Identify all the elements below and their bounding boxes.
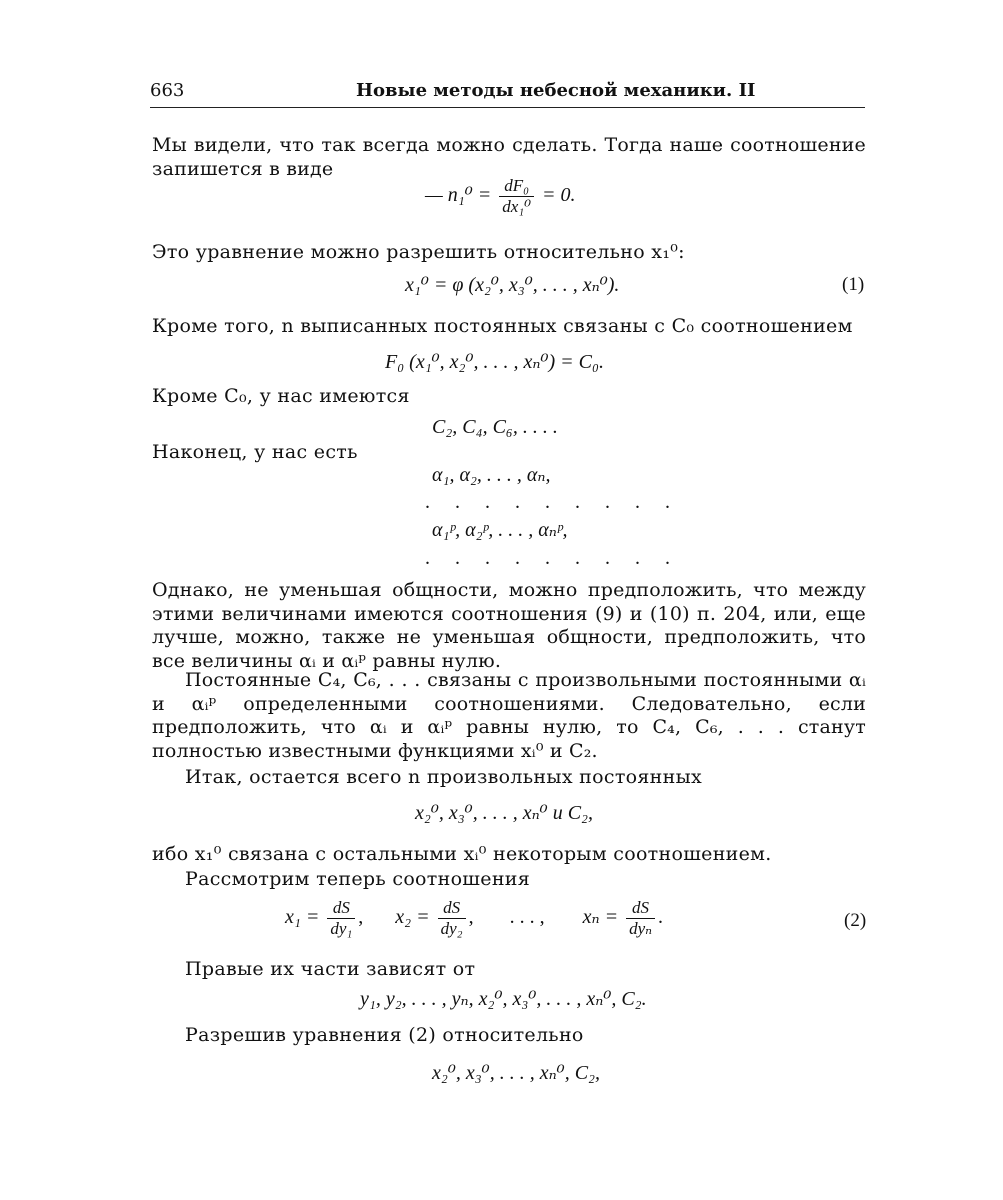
equation-dF0-numerator: dF₀ bbox=[499, 176, 534, 197]
alpha-row-2: α₁ᵖ, α₂ᵖ, . . . , αₙᵖ, bbox=[432, 519, 568, 541]
paragraph-9: ибо x₁⁰ связана с остальными xᵢ⁰ некоторым соотношением. bbox=[152, 843, 772, 865]
equation-dependencies: y₁, y₂, . . . , yₙ, x₂⁰, x₃⁰, . . . , xₙ⁰, C₂. bbox=[360, 988, 647, 1010]
equation-1: x₁⁰ = φ (x₂⁰, x₃⁰, . . . , xₙ⁰). bbox=[405, 274, 620, 296]
paragraph-1: Мы видели, что так всегда можно сделать. Тогда наше соотношение запишется в виде bbox=[152, 134, 866, 180]
paragraph-6: Однако, не уменьшая общности, можно предположить, что между этими величинами имеются соотношения (9) и (10) п. 204, или, еще лучше, можно, также не уменьшая общности, предположить, что все величины αᵢ и αᵢᵖ равны нулю. bbox=[152, 579, 866, 672]
equation-F0: F₀ (x₁⁰, x₂⁰, . . . , xₙ⁰) = C₀. bbox=[385, 351, 604, 373]
running-title: Новые методы небесной механики. II bbox=[356, 80, 756, 101]
alpha-row-1: α₁, α₂, . . . , αₙ, bbox=[432, 464, 551, 486]
equation-2-term2-lhs: x₂ = bbox=[395, 906, 430, 929]
equation-2-term3-numerator: dS bbox=[626, 898, 655, 919]
equation-free-constants: x₂⁰, x₃⁰, . . . , xₙ⁰ и C₂, bbox=[415, 802, 593, 824]
equation-2-term1-denominator: dy₁ bbox=[330, 919, 353, 938]
equation-2-term2-denominator: dy₂ bbox=[440, 919, 463, 938]
paragraph-4: Кроме C₀, у нас имеются bbox=[152, 385, 410, 407]
page-number: 663 bbox=[150, 80, 185, 101]
equation-dF0-lhs: — n₁⁰ = bbox=[425, 184, 492, 207]
equation-2: x₁ = $\frac{dS}{\text{dy₁}}$ , x₂ = $\frac{dS}{\text{dy₂}}$ , . . . , xₙ = $\frac{dS}{\text{dyₙ}}$ . bbox=[285, 898, 664, 938]
paragraph-2: Это уравнение можно разрешить относительно x₁⁰: bbox=[152, 241, 685, 263]
equation-2-ellipsis: . . . , bbox=[509, 906, 545, 929]
paragraph-8: Итак, остается всего n произвольных постоянных bbox=[185, 766, 703, 788]
alpha-dots-2: . . . . . . . . . bbox=[425, 547, 680, 569]
paragraph-10: Рассмотрим теперь соотношения bbox=[185, 868, 531, 890]
equation-dF0 bbox=[425, 176, 576, 217]
equation-2-term1-numerator: dS bbox=[327, 898, 355, 919]
equation-dF0-denominator: dx₁⁰ bbox=[502, 197, 532, 216]
equation-dF0-rhs: = 0. bbox=[542, 184, 576, 207]
equation-2-term1-fraction bbox=[327, 898, 355, 939]
paragraph-12: Разрешив уравнения (2) относительно bbox=[185, 1024, 584, 1046]
alpha-dots-1: . . . . . . . . . bbox=[425, 491, 680, 513]
equation-2-term1-lhs: x₁ = bbox=[285, 906, 320, 929]
equation-2-term2-fraction bbox=[438, 898, 466, 939]
equation-2-term3-lhs: xₙ = bbox=[582, 906, 619, 929]
equation-2-term2-numerator: dS bbox=[438, 898, 466, 919]
paragraph-5: Наконец, у нас есть bbox=[152, 441, 358, 463]
equation-unknowns: x₂⁰, x₃⁰, . . . , xₙ⁰, C₂, bbox=[432, 1062, 600, 1084]
paragraph-7: Постоянные C₄, C₆, . . . связаны с произвольными постоянными αᵢ и αᵢᵖ определенными соотношениями. Следовательно, если предположить, что αᵢ и αᵢᵖ равны нулю, то C₄, C₆, . . . станут полностью известными функциями xᵢ⁰ и C₂. bbox=[152, 669, 866, 762]
equation-2-term3-fraction bbox=[626, 898, 655, 939]
equation-1-number: (1) bbox=[842, 274, 865, 295]
equation-2-term3-denominator: dyₙ bbox=[629, 919, 653, 938]
header-rule bbox=[150, 107, 865, 108]
paragraph-11: Правые их части зависят от bbox=[185, 958, 476, 980]
equation-constants-C: C₂, C₄, C₆, . . . . bbox=[432, 416, 558, 438]
equation-2-number: (2) bbox=[844, 910, 867, 931]
equation-dF0-fraction bbox=[499, 176, 534, 217]
paragraph-3: Кроме того, n выписанных постоянных связаны с C₀ соотношением bbox=[152, 315, 853, 337]
